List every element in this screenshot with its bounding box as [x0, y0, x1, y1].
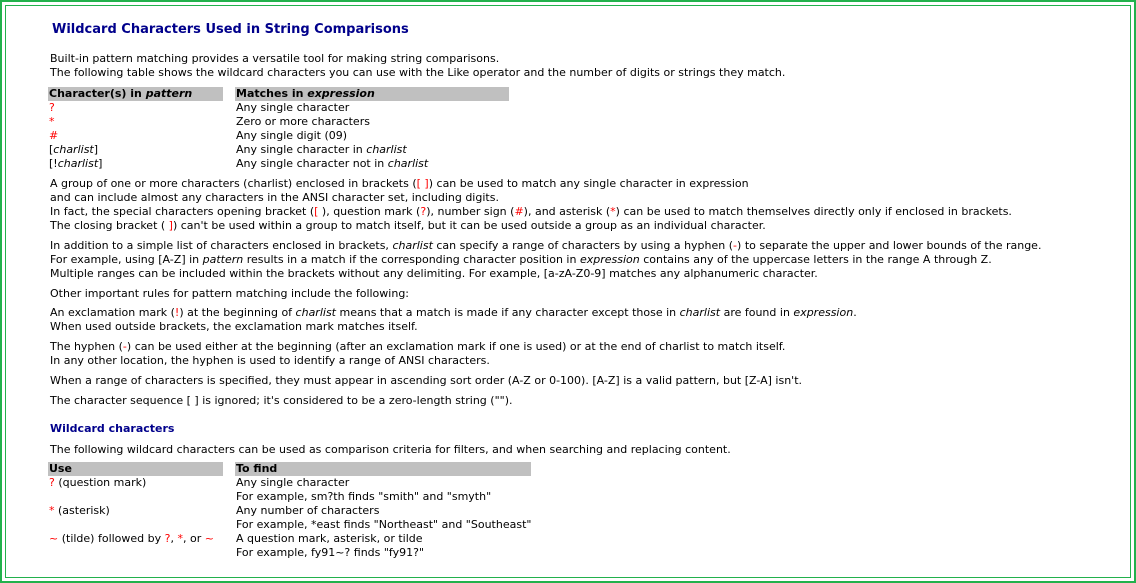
pattern-table-header	[48, 87, 509, 101]
intro-line-2: The following table shows the wildcard characters you can use with the Like operator and the number of digits or strings they match.	[50, 66, 786, 79]
range-line-3: Multiple ranges can be included within the brackets without any delimiting. For example, [a-zA-Z0-9] matches any alphanumeric character.	[50, 267, 818, 280]
pattern-char: [charlist]	[49, 143, 99, 156]
range-line-1: In addition to a simple list of characters enclosed in brackets, charlist can specify a range of characters by using a hyphen (-) to separate the upper and lower bounds of the range.	[50, 239, 1042, 252]
table-row	[48, 129, 509, 143]
wildcard-example: For example, fy91~? finds "fy91?"	[236, 546, 425, 559]
rules-paragraph: Other important rules for pattern matching include the following:	[50, 287, 410, 300]
section-intro: The following wildcard characters can be used as comparison criteria for filters, and when searching and replacing content.	[50, 443, 731, 456]
pattern-match: Any single character	[236, 101, 350, 114]
table-row	[48, 476, 531, 490]
pattern-match: Zero or more characters	[236, 115, 370, 128]
pattern-char: *	[49, 115, 55, 128]
hyphen-paragraph	[50, 340, 785, 368]
pattern-char: [!charlist]	[49, 157, 103, 170]
header-characters: Character(s) in pattern	[48, 87, 223, 101]
hyphen-line-1: The hyphen (-) can be used either at the beginning (after an exclamation mark if one is used) or at the end of charlist to match itself.	[50, 340, 786, 353]
pattern-match: Any single character in charlist	[236, 143, 407, 156]
wildcard-use: ~ (tilde) followed by ?, *, or ~	[49, 532, 214, 545]
table-row	[48, 157, 509, 171]
wildcard-example: For example, sm?th finds "smith" and "smyth"	[236, 490, 492, 503]
table-row	[48, 143, 509, 157]
page-title: Wildcard Characters Used in String Comparisons	[52, 22, 409, 37]
pattern-char: #	[49, 129, 59, 142]
table-row	[48, 532, 531, 546]
wildcard-example: For example, *east finds "Northeast" and "Southeast"	[236, 518, 532, 531]
section-heading-wildcard: Wildcard characters	[50, 422, 175, 435]
exclamation-line-1: An exclamation mark (!) at the beginning of charlist means that a match is made if any character except those in charlist are found in expression.	[50, 306, 857, 319]
wildcard-use: ? (question mark)	[49, 476, 147, 489]
table-row	[48, 518, 531, 532]
header-use: Use	[48, 462, 223, 476]
wildcard-use: * (asterisk)	[49, 504, 110, 517]
group-line-1: A group of one or more characters (charlist) enclosed in brackets ([ ]) can be used to match any single character in expression	[50, 177, 749, 190]
group-line-3: In fact, the special characters opening bracket ([ ), question mark (?), number sign (#), and asterisk (*) can be used to match themselves directly only if enclosed in brackets.	[50, 205, 1012, 218]
pattern-match: Any single character not in charlist	[236, 157, 429, 170]
sequence-paragraph: The character sequence [ ] is ignored; it's considered to be a zero-length string ("").	[50, 394, 513, 407]
exclamation-paragraph	[50, 306, 857, 334]
table-row	[48, 546, 531, 560]
intro-block	[50, 52, 785, 80]
exclamation-line-2: When used outside brackets, the exclamation mark matches itself.	[50, 320, 418, 333]
pattern-char: ?	[49, 101, 55, 114]
table-row	[48, 101, 509, 115]
group-paragraph	[50, 177, 1012, 233]
range-paragraph	[50, 239, 1041, 281]
intro-line-1: Built-in pattern matching provides a versatile tool for making string comparisons.	[50, 52, 500, 65]
pattern-table	[48, 87, 509, 171]
pattern-match: Any single digit (09)	[236, 129, 348, 142]
wildcard-find: Any number of characters	[236, 504, 380, 517]
table-row	[48, 115, 509, 129]
header-matches: Matches in expression	[235, 87, 509, 101]
group-line-2: and can include almost any characters in the ANSI character set, including digits.	[50, 191, 499, 204]
wildcard-table	[48, 462, 531, 560]
table-row	[48, 504, 531, 518]
range-line-2: For example, using [A-Z] in pattern results in a match if the corresponding character position in expression contains any of the uppercase letters in the range A through Z.	[50, 253, 992, 266]
hyphen-line-2: In any other location, the hyphen is used to identify a range of ANSI characters.	[50, 354, 490, 367]
table-row	[48, 490, 531, 504]
wildcard-find: Any single character	[236, 476, 350, 489]
group-line-4: The closing bracket ( ]) can't be used within a group to match itself, but it can be used outside a group as an individual character.	[50, 219, 766, 232]
wildcard-table-header	[48, 462, 531, 476]
sort-paragraph: When a range of characters is specified, they must appear in ascending sort order (A-Z or 0-100). [A-Z] is a valid pattern, but [Z-A] isn't.	[50, 374, 803, 387]
wildcard-find: A question mark, asterisk, or tilde	[236, 532, 423, 545]
header-to-find: To find	[235, 462, 531, 476]
